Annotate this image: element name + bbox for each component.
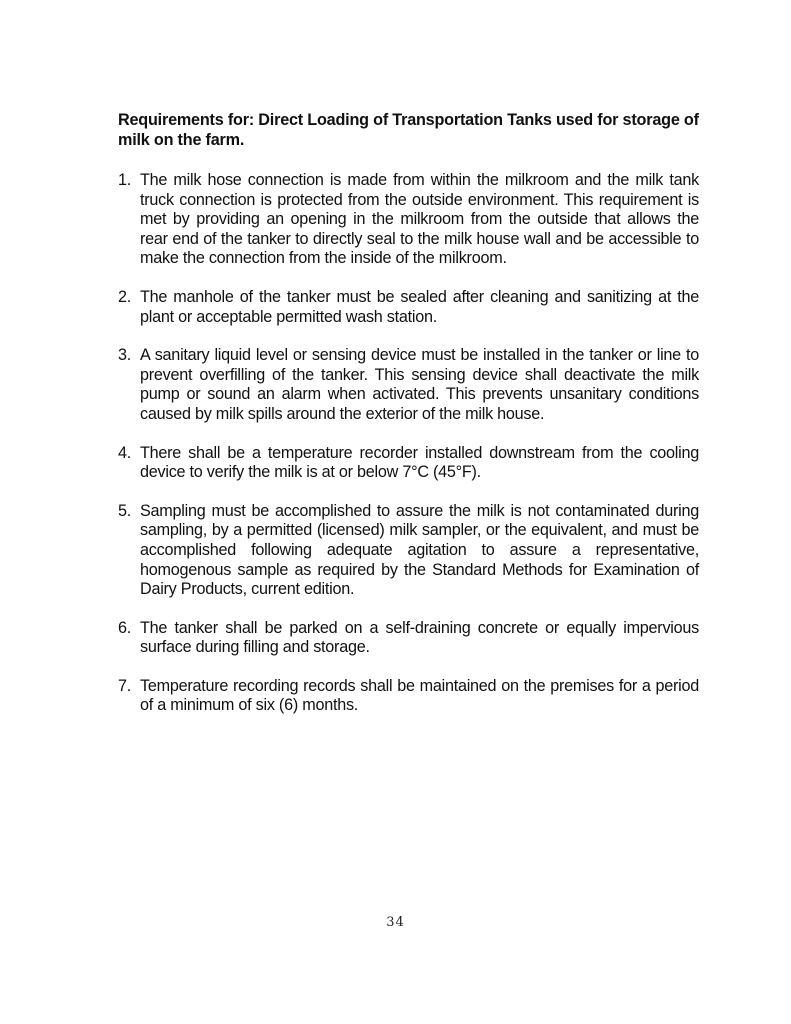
item-number: 3. xyxy=(118,346,132,365)
list-item xyxy=(118,444,699,483)
page-number: 34 xyxy=(386,915,405,930)
item-number: 6. xyxy=(118,618,132,637)
item-text: A sanitary liquid level or sensing device must be installed in the tanker or line to prevent overfilling of the tanker. This sensing device shall deactivate the milk pump or sound an alarm when activated. This prevents unsanitary conditions caused by milk spills around the exterior of the milk house. xyxy=(140,346,699,423)
item-number: 7. xyxy=(118,676,132,695)
list-item xyxy=(118,288,699,327)
item-text: Temperature recording records shall be maintained on the premises for a period of a minimum of six (6) months. xyxy=(140,676,699,715)
document-body xyxy=(118,110,699,735)
section-title: Requirements for: Direct Loading of Transportation Tanks used for storage of milk on the farm. xyxy=(118,111,699,149)
item-text: There shall be a temperature recorder installed downstream from the cooling device to verify the milk is at or below 7°C (45°F). xyxy=(140,443,699,482)
list-item xyxy=(118,502,699,600)
item-number: 4. xyxy=(118,443,132,462)
list-item xyxy=(118,171,699,269)
item-number: 2. xyxy=(118,287,132,306)
list-item xyxy=(118,346,699,424)
item-number: 1. xyxy=(118,171,132,189)
item-text: The milk hose connection is made from within the milkroom and the milk tank truck connection is protected from the outside environment. This requirement is met by providing an opening in the milkroom from the outside that allows the rear end of the tanker to directly seal to the milk house wall and be accessible to make the connection from the inside of the milkroom. xyxy=(140,171,699,268)
requirements-list xyxy=(118,171,699,716)
item-text: The tanker shall be parked on a self-draining concrete or equally impervious surface during filling and storage. xyxy=(140,618,699,657)
list-item xyxy=(118,619,699,658)
item-number: 5. xyxy=(118,501,132,520)
item-text: Sampling must be accomplished to assure the milk is not contaminated during sampling, by a permitted (licensed) milk sampler, or the equivalent, and must be accomplished following adequate agitation to assure a representative, homogenous sample as required by the Standard Methods for Examination of Dairy Products, current edition. xyxy=(140,501,699,599)
item-text: The manhole of the tanker must be sealed after cleaning and sanitizing at the plant or acceptable permitted wash station. xyxy=(140,287,699,326)
list-item xyxy=(118,677,699,716)
